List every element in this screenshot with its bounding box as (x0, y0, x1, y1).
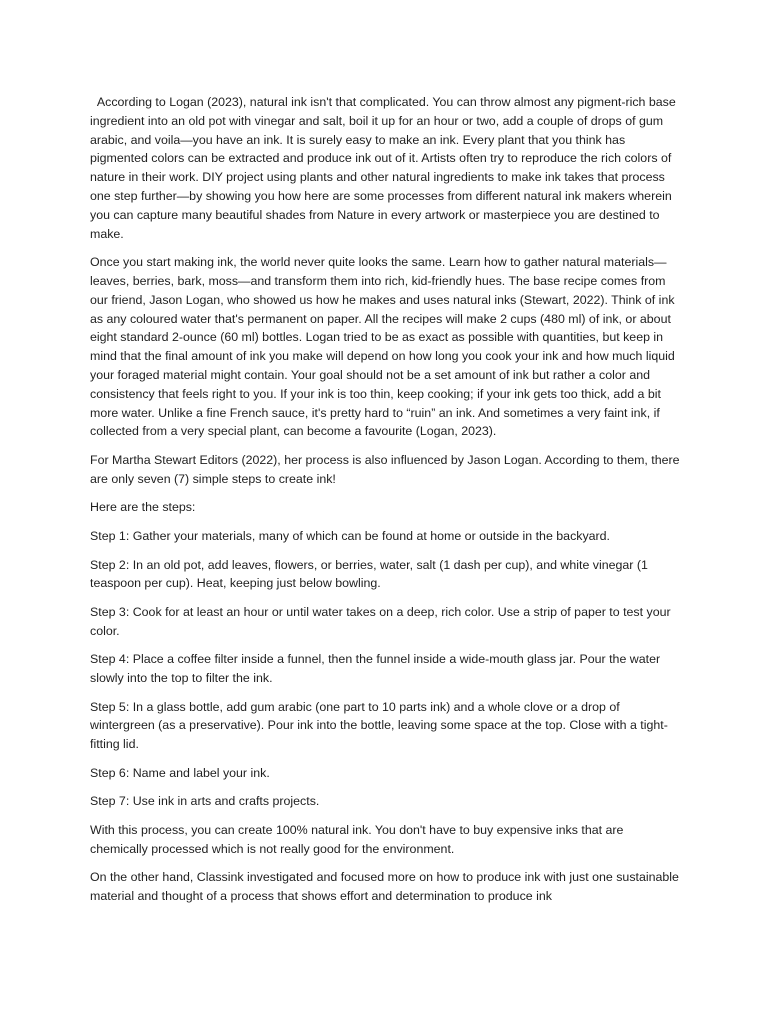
paragraph-step-2: Step 2: In an old pot, add leaves, flowers, or berries, water, salt (1 dash per cup), and white vinegar (1 teaspoon per cup). Heat, keeping just below bowling. (90, 557, 648, 591)
paragraph-step-4: Step 4: Place a coffee filter inside a funnel, then the funnel inside a wide-mouth glass jar. Pour the water slowly into the top to filter the ink. (90, 652, 661, 686)
paragraph-step-6: Step 6: Name and label your ink. (90, 765, 270, 780)
paragraph-step-7: Step 7: Use ink in arts and crafts projects. (90, 794, 320, 809)
paragraph-natural-ink-conclusion: With this process, you can create 100% natural ink. You don't have to buy expensive inks that are chemically processed which is not really good for the environment. (90, 823, 624, 856)
paragraph-step-3: Step 3: Cook for at least an hour or until water takes on a deep, rich color. Use a strip of paper to test your color. (90, 604, 671, 638)
paragraph-step-1: Step 1: Gather your materials, many of which can be found at home or outside in the backyard. (90, 528, 611, 543)
paragraph-classink: On the other hand, Classink investigated and focused more on how to produce ink with just one sustainable material and thought of a process that shows effort and determination to produce ink (90, 870, 679, 904)
paragraph-step-5: Step 5: In a glass bottle, add gum arabic (one part to 10 parts ink) and a whole clove or a drop of wintergreen (as a preservative). Pour ink into the bottle, leaving some space at the top. Close with a tight-fitting lid. (90, 699, 668, 752)
document-body (90, 93, 682, 916)
paragraph-making-ink: Once you start making ink, the world never quite looks the same. Learn how to gather natural materials—leaves, berries, bark, moss—and transform them into rich, kid-friendly hues. The base recipe comes from our friend, Jason Logan, who showed us how he makes and uses natural inks (Stewart, 2022). Think of ink as any coloured water that's permanent on paper. All the recipes will make 2 cups (480 ml) of ink, or about eight standard 2-ounce (60 ml) bottles. Logan tried to be as exact as possible with quantities, but keep in mind that the final amount of ink you make will depend on how long you cook your ink and how much liquid your foraged material might contain. Your goal should not be a set amount of ink but rather a color and consistency that feels right to you. If your ink is too thin, keep cooking; if your ink gets too thick, add a bit more water. Unlike a fine French sauce, it's pretty hard to “ruin” an ink. And sometimes a very faint ink, if collected from a very special plant, can become a favourite (Logan, 2023). (90, 255, 675, 439)
paragraph-intro-logan: According to Logan (2023), natural ink isn't that complicated. You can throw almost any pigment-rich base ingredient into an old pot with vinegar and salt, boil it up for an hour or two, add a couple of drops of gum arabic, and voila—you have an ink. It is surely easy to make an ink. Every plant that you think has pigmented colors can be extracted and produce ink out of it. Artists often try to reproduce the rich colors of nature in their work. DIY project using plants and other natural ingredients to make ink takes that process one step further—by showing you how here are some processes from different natural ink makers wherein you can capture many beautiful shades from Nature in every artwork or masterpiece you are destined to make. (90, 95, 680, 241)
paragraph-steps-heading: Here are the steps: (90, 500, 196, 515)
paragraph-martha-stewart: For Martha Stewart Editors (2022), her process is also influenced by Jason Logan. According to them, there are only seven (7) simple steps to create ink! (90, 452, 680, 486)
